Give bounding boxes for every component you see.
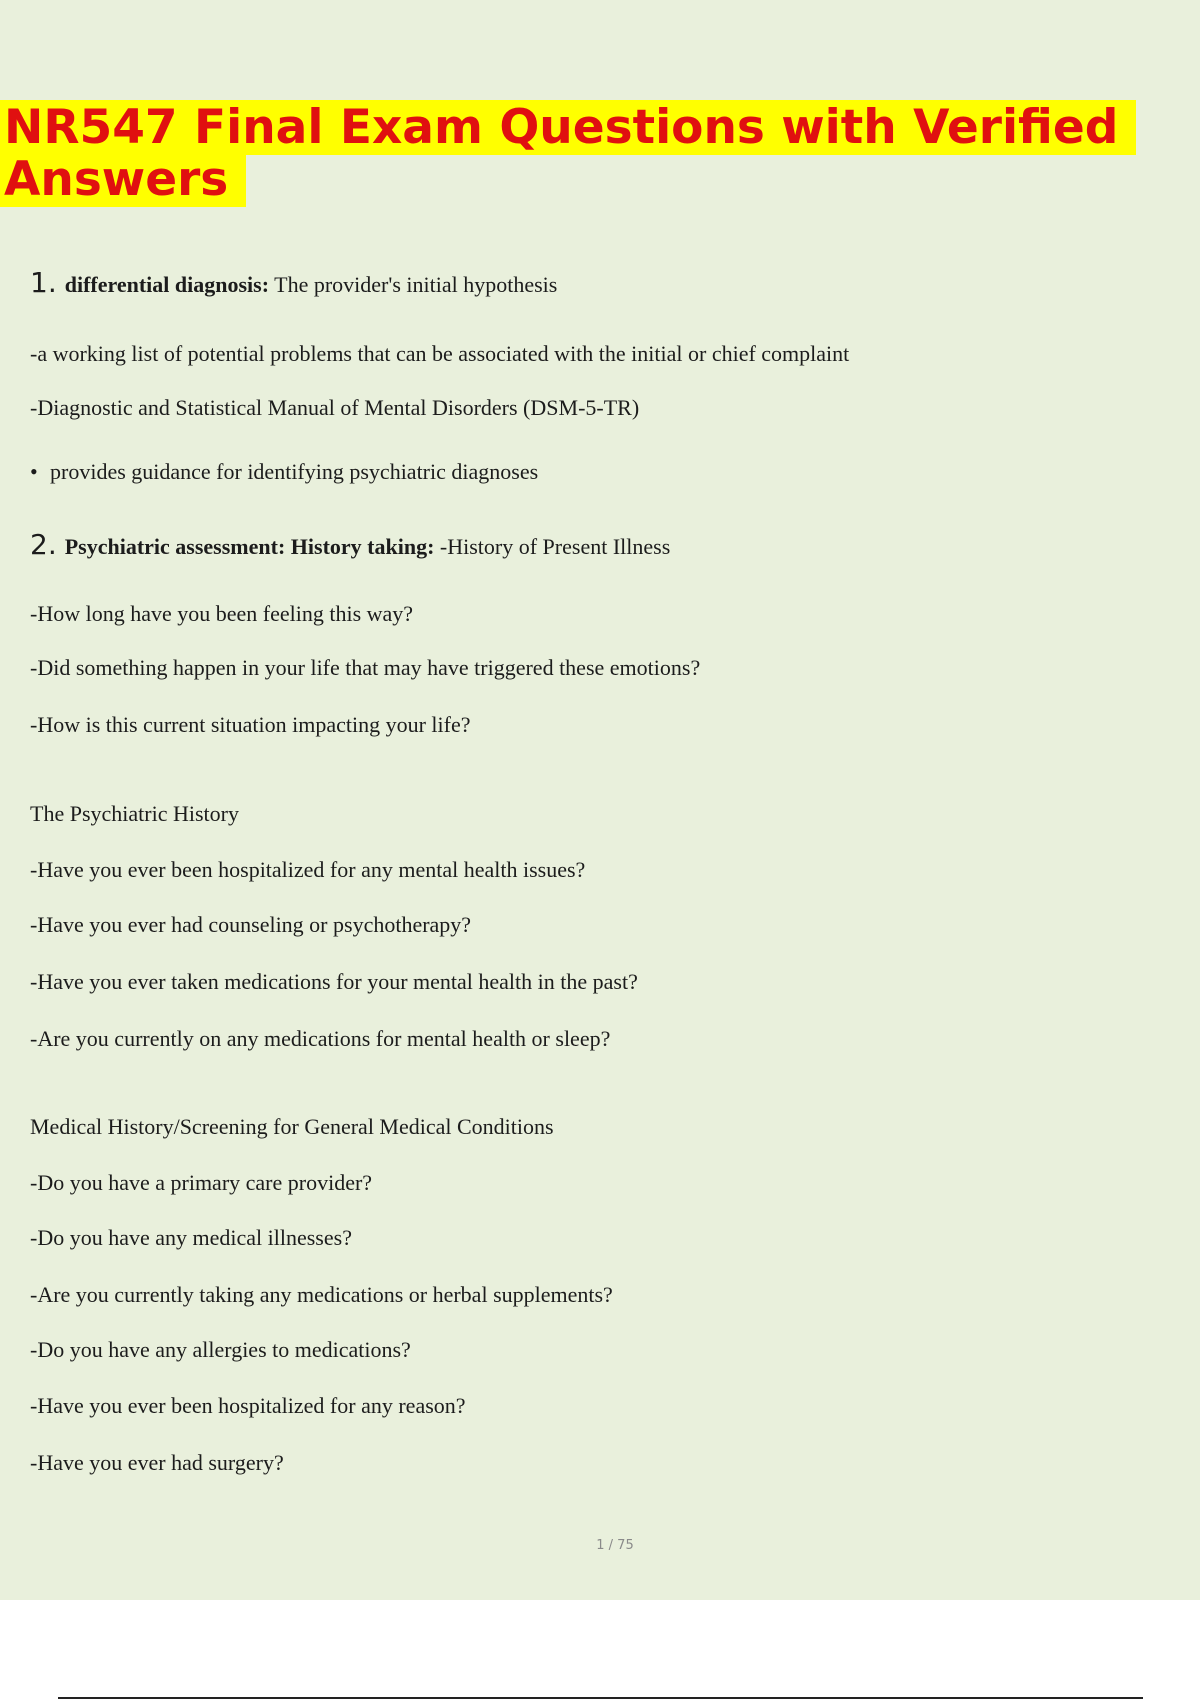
question-2-line: -Do you have any allergies to medications?	[30, 1337, 411, 1362]
question-1-answer-start: The provider's initial hypothesis	[269, 272, 558, 297]
title-highlight: NR547 Final Exam Questions with Verified Answers	[0, 100, 1136, 207]
question-1-bullet-item	[30, 457, 538, 487]
question-1-line: -Diagnostic and Statistical Manual of Mental Disorders (DSM-5-TR)	[30, 395, 640, 420]
question-2-line: -How is this current situation impacting your life?	[30, 712, 471, 737]
section-heading: The Psychiatric History	[30, 801, 239, 826]
bullet-icon: •	[30, 459, 38, 484]
question-2-line: -Are you currently on any medications for mental health or sleep?	[30, 1026, 611, 1051]
page-number: 1 / 75	[596, 1538, 634, 1553]
question-2-line: -Have you ever taken medications for your mental health in the past?	[30, 969, 638, 994]
question-2-number: 2.	[30, 528, 57, 561]
question-2-line: -How long have you been feeling this way?	[30, 601, 414, 626]
question-2-line: -Did something happen in your life that may have triggered these emotions?	[30, 655, 701, 680]
question-1-header	[30, 268, 557, 300]
question-2-line: -Do you have any medical illnesses?	[30, 1225, 352, 1250]
question-1-number: 1.	[30, 266, 57, 299]
question-1-line: -a working list of potential problems that can be associated with the initial or chief complaint	[30, 341, 850, 366]
question-2-line: -Have you ever had surgery?	[30, 1450, 284, 1475]
question-1-bullet-text: provides guidance for identifying psychiatric diagnoses	[50, 459, 539, 484]
question-2-line: -Do you have a primary care provider?	[30, 1170, 373, 1195]
page-divider	[58, 1697, 1143, 1699]
document-title	[0, 102, 1180, 206]
section-heading: Medical History/Screening for General Medical Conditions	[30, 1114, 554, 1139]
question-2-line: -Have you ever been hospitalized for any mental health issues?	[30, 857, 586, 882]
question-2-term: Psychiatric assessment: History taking:	[64, 534, 435, 559]
question-2-header	[30, 530, 670, 562]
question-2-line: -Are you currently taking any medications or herbal supplements?	[30, 1282, 613, 1307]
question-2-line: -Have you ever had counseling or psychotherapy?	[30, 912, 472, 937]
question-2-answer-start: -History of Present Illness	[434, 534, 671, 559]
question-1-term: differential diagnosis:	[64, 272, 270, 297]
question-2-line: -Have you ever been hospitalized for any reason?	[30, 1393, 466, 1418]
